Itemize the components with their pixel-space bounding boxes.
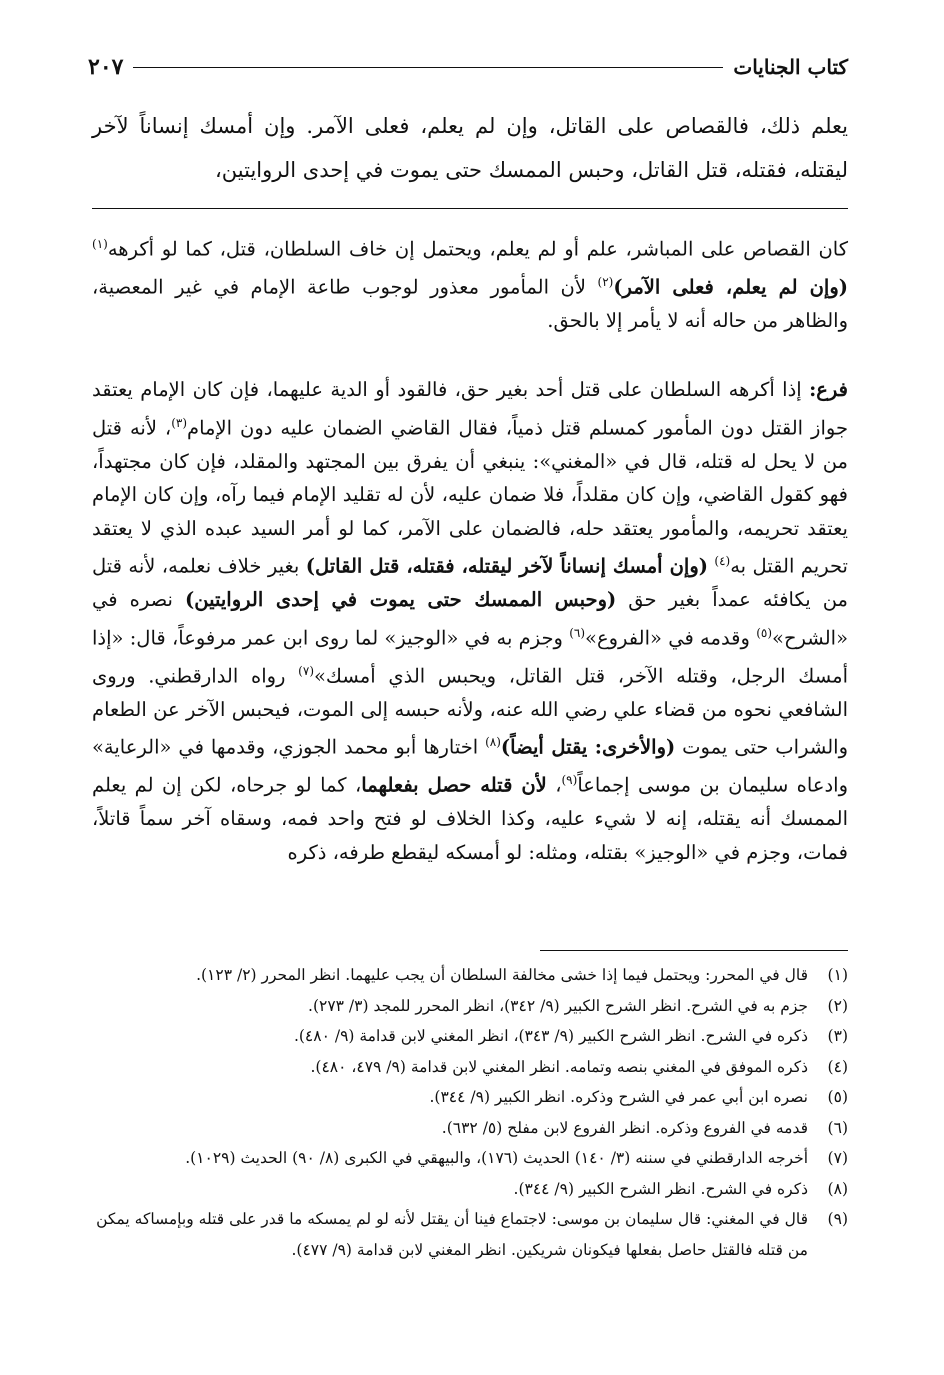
footnote-ref: (٨): [485, 735, 501, 749]
bold-text-run: فرع:: [809, 378, 848, 401]
text-run: رواه الدارقطني. وروى الشافعي نحوه من قضاء علي رضي الله عنه، ولأنه حبسه إلى الموت، فيحبس الآخر عن الطعام والشراب حتى يموت: [92, 664, 848, 759]
text-run: إذا أكرهه السلطان على قتل أحد بغير حق، فالقود أو الدية عليهما، فإن كان الإمام يعتقد جواز القتل دون المأمور كمسلم قتل ذمياً، فقال القاضي الضمان عليه دون الإمام: [92, 378, 848, 439]
footnote-number: (٢): [827, 996, 848, 1015]
footnote-ref: (٤): [714, 554, 731, 568]
footnote-item: [92, 1021, 848, 1052]
footnote-separator: [540, 950, 848, 951]
footnote-text: جزم به في الشرح. انظر الشرح الكبير (٩/ ٣٤٢)، انظر المحرر للمجد (٣/ ٢٧٣).: [308, 996, 808, 1015]
footnote-number: (٤): [827, 1057, 848, 1076]
footnote-item: [92, 1052, 848, 1083]
footnote-ref: (٥): [756, 625, 773, 640]
footnote-ref: (٢): [597, 275, 614, 289]
footnote-text: ذكره في الشرح. انظر الشرح الكبير (٩/ ٣٤٣)، انظر المغني لابن قدامة (٩/ ٤٨٠).: [293, 1027, 808, 1045]
text-run: لأن المأمور معذور لوجوب طاعة الإمام في غير المعصية، والظاهر من حاله أنه لا يأمر إلا بالحق.: [92, 275, 848, 332]
page-number: ٢٠٧: [88, 54, 124, 80]
footnote-item: [92, 960, 848, 991]
commentary-paragraph-1: [92, 228, 848, 338]
footnote-ref: (١): [92, 237, 108, 251]
footnote-number: (٧): [827, 1149, 848, 1167]
header-rule: [133, 67, 723, 68]
text-run: ، لأنه قتل من لا يحل له قتله، قال في «المغني»: ينبغي أن يفرق بين المجتهد والمقلد، فإن كان مجتهداً، فهو كقول القاضي، وإن كان مقلداً، فلا ضمان عليه، لأن له تقليد الإمام فيما رآه، وإن كان الإمام يعتقد تحريمه، والمأمور يعتقد حله، فالضمان على الآمر، كما لو أمر السيد عبده الذي لا يعتقد تحريم القتل به: [92, 416, 848, 578]
footnote-text: نصره ابن أبي عمر في الشرح وذكره. انظر الكبير (٩/ ٣٤٤).: [429, 1088, 808, 1106]
bold-text-run: (وإن لم يعلم، فعلى الآمر): [613, 275, 848, 299]
footnote-item: [92, 1174, 848, 1205]
text-run: وجزم به في «الوجيز» لما روى ابن عمر مرفوعاً، قال: «إذا أمسك الرجل، وقتله الآخر، قتل القاتل، ويحبس الذي أمسك»: [92, 626, 848, 687]
footnote-item: [92, 1143, 848, 1174]
commentary-text-1: [92, 228, 848, 338]
footnote-number: (٨): [827, 1179, 848, 1198]
footnote-item: [92, 1082, 848, 1113]
footnote-number: (٩): [827, 1210, 848, 1228]
footnote-text: ذكره الموفق في المغني بنصه وتمامه. انظر المغني لابن قدامة (٩/ ٤٧٩، ٤٨٠).: [310, 1057, 808, 1076]
footnote-number: (١): [827, 966, 848, 984]
text-run: وقدمه في «الفروع»: [585, 626, 757, 649]
footnote-text: قال في المغني: قال سليمان بن موسى: لاجتماع فينا أن يقتل لأنه لو لم يمسكه ما قدر على قتله وبإمساكه يمكن من قتله فالقتل حاصل بفعلها فيكونان شريكين. انظر المغني لابن قدامة (٩/ ٤٧٧).: [96, 1210, 808, 1259]
commentary-paragraph-2: [92, 373, 848, 869]
text-run: ، كما لو جرحاه، لكن إن لم يعلم الممسك أنه يقتله، إنه لا شيء عليه، وكذا الخلاف لو فتح واحد فمه، وسقاه آخر سماً قاتلاً، فمات، وجزم في «الوجيز» بقتله، ومثله: لو أمسكه ليقطع طرفه، ذكره: [92, 773, 848, 864]
footnote-number: (٣): [827, 1027, 848, 1045]
footnote-text: قال في المحرر: ويحتمل فيما إذا خشى مخالفة السلطان أن يجب عليهما. انظر المحرر (٢/ ١٢٣).: [196, 966, 808, 984]
footnote-ref: (٣): [171, 415, 188, 430]
footnote-ref: (٩): [561, 773, 578, 787]
footnote-number: (٥): [827, 1088, 848, 1106]
footnote-item: [92, 1204, 848, 1265]
footnote-text: ذكره في الشرح. انظر الشرح الكبير (٩/ ٣٤٤).: [513, 1179, 808, 1198]
text-run: نصره في «الشرح»: [92, 588, 848, 649]
page-header: [88, 52, 848, 82]
text-run: كان القصاص على المباشر، علم أو لم يعلم، ويحتمل إن خاف السلطان، قتل، كما لو أكرهه: [107, 237, 848, 261]
footnote-item: [92, 1113, 848, 1144]
bold-text-run: (وإن أمسك إنساناً لآخر ليقتله، فقتله، قتل القاتل): [305, 554, 708, 578]
bold-text-run: لأن قتله حصل بفعلهما: [361, 773, 547, 797]
bold-text-run: (والأخرى: يقتل أيضاً): [500, 735, 676, 759]
footnote-text: قدمه في الفروع وذكره. انظر الفروع لابن مفلح (٥/ ٦٣٢).: [441, 1118, 808, 1137]
text-run: اختارها أبو محمد الجوزي، وقدمها في «الرعاية» وادعاه سليمان بن موسى إجماعاً: [92, 735, 848, 797]
footnote-ref: (٧): [298, 663, 314, 678]
matn-separator: [92, 208, 848, 209]
footnote-number: (٦): [827, 1118, 848, 1137]
footnote-ref: (٦): [569, 625, 586, 640]
text-run: بغير خلاف نعلمه، لأنه قتل من يكافئه عمداً بغير حق: [92, 554, 849, 611]
footnotes: [92, 960, 848, 1265]
book-title: كتاب الجنايات: [733, 55, 848, 79]
matn-text: يعلم ذلك، فالقصاص على القاتل، وإن لم يعلم، فعلى الآمر. وإن أمسك إنساناً لآخر ليقتله، فقتله، قتل القاتل، وحبس الممسك حتى يموت في إحدى الروايتين،: [92, 114, 848, 182]
footnote-item: [92, 991, 848, 1022]
text-run: ،: [546, 773, 562, 797]
commentary-text-2: [92, 373, 848, 869]
bold-text-run: (وحبس الممسك حتى يموت في إحدى الروايتين): [185, 588, 617, 611]
footnote-text: أخرجه الدارقطني في سننه (٣/ ١٤٠) الحديث (١٧٦)، والبيهقي في الكبرى (٨/ ٩٠) الحديث (١٠٢٩).: [185, 1149, 808, 1167]
